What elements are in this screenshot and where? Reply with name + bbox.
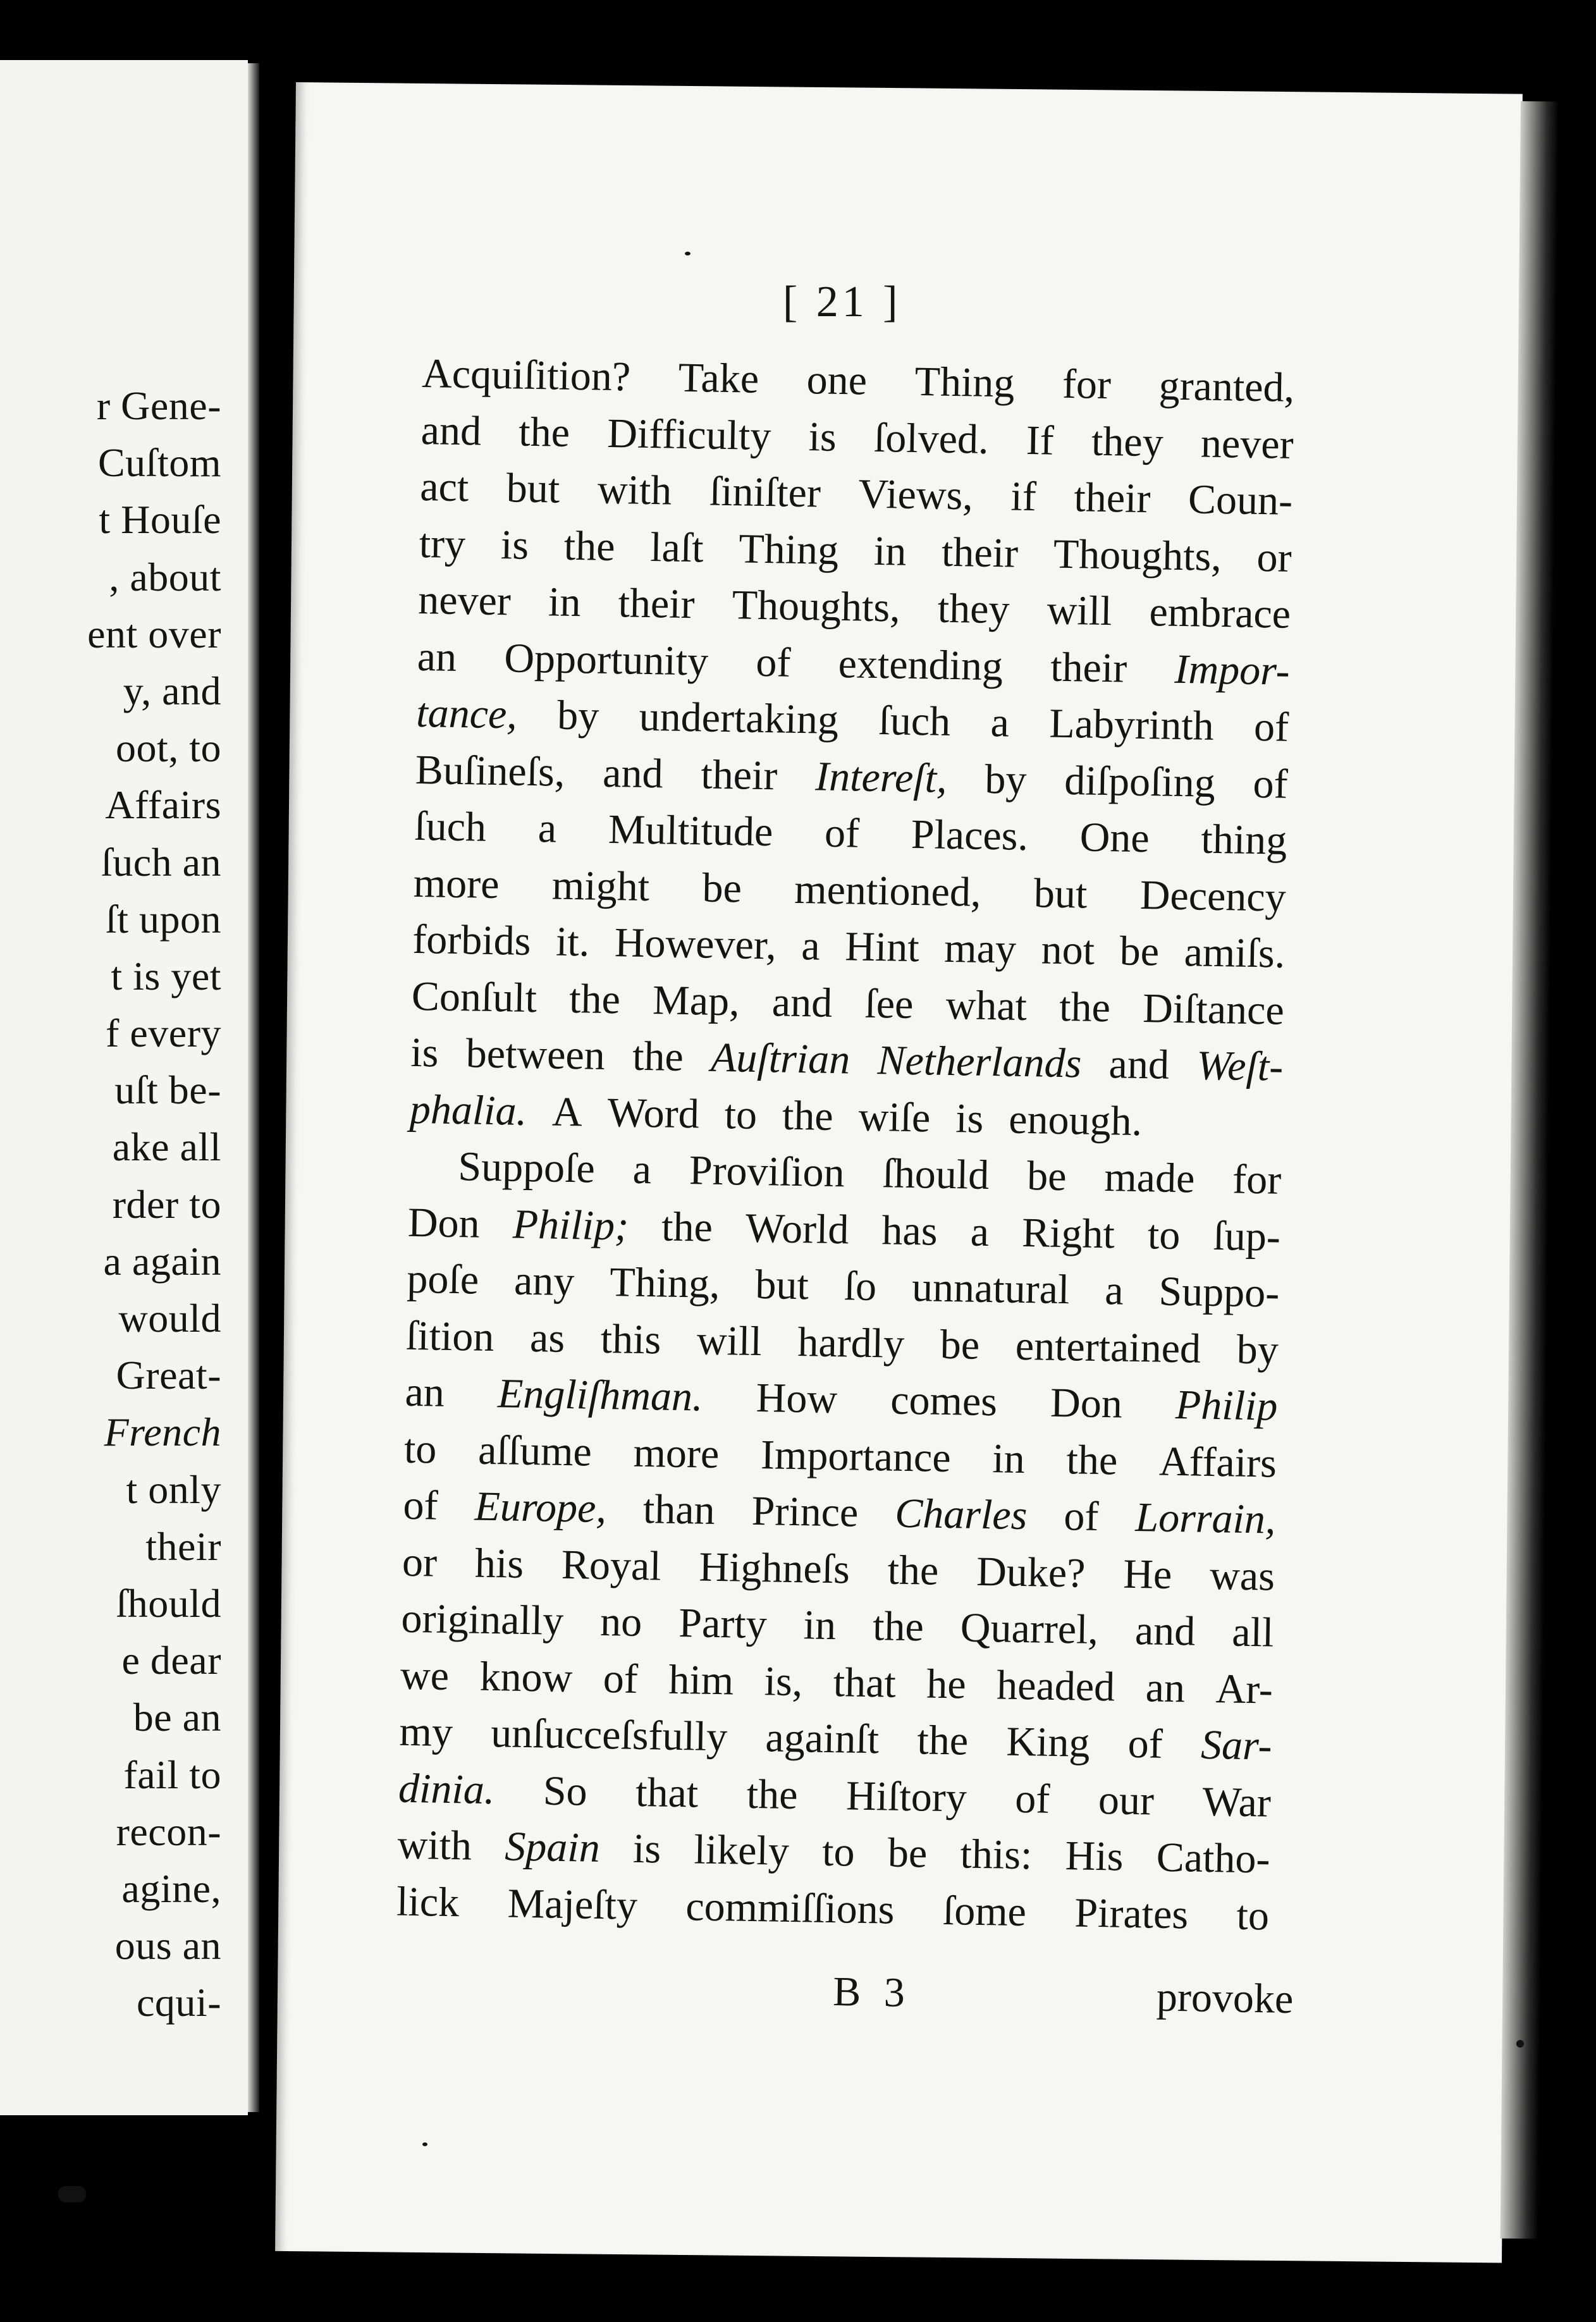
word: embrace [1149, 589, 1291, 637]
word: Thing, [609, 1259, 721, 1307]
word: between [465, 1030, 606, 1079]
word: and [420, 407, 482, 455]
word: be [940, 1321, 980, 1368]
word: to [724, 1091, 758, 1138]
word: forbids [412, 916, 531, 964]
word: an [404, 1368, 445, 1416]
word: Diſtance [1142, 985, 1285, 1034]
word: for [1062, 360, 1112, 408]
word: try [419, 520, 466, 567]
word: Spain [504, 1823, 601, 1871]
left-line: ſt upon [105, 896, 221, 942]
left-line: t Houſe [99, 497, 221, 543]
word: the [782, 1092, 834, 1140]
word: of [603, 1655, 639, 1702]
word: hardly [797, 1318, 905, 1367]
word: if [1010, 473, 1037, 520]
word: Hint [844, 923, 920, 971]
word: If [1026, 417, 1055, 464]
word: ſolved. [873, 414, 990, 463]
word: Hiſtory [845, 1772, 967, 1821]
catchword: provoke [1156, 1974, 1294, 2023]
word: has [881, 1207, 938, 1255]
word: in [803, 1602, 837, 1649]
word: originally [401, 1595, 564, 1644]
word: the [1059, 983, 1111, 1031]
word: diſpoſing [1064, 757, 1216, 806]
left-line: ous an [114, 1923, 221, 1969]
word: amiſs. [1184, 929, 1286, 977]
word: the [916, 1717, 969, 1764]
word: Party [678, 1600, 768, 1648]
word: laſt [649, 524, 704, 571]
word: However, [614, 919, 777, 969]
word: mentioned, [794, 866, 982, 916]
word: Thoughts, [732, 582, 901, 631]
page-body-text [396, 345, 1294, 1944]
word: Thing [738, 525, 839, 574]
word: againſt [764, 1714, 880, 1763]
word: my [399, 1708, 453, 1756]
ink-blot [58, 2186, 86, 2202]
word: phalia. [409, 1086, 527, 1134]
page-number: [ 21 ] [783, 278, 902, 326]
word: His [1065, 1833, 1124, 1880]
word: Auſtrian [710, 1034, 850, 1083]
word: is [410, 1029, 439, 1076]
word: the [661, 1203, 713, 1251]
left-line: ake all [112, 1124, 221, 1170]
word: with [597, 466, 672, 514]
word: unnatural [911, 1264, 1070, 1313]
word: in [873, 527, 907, 575]
word: act [419, 463, 469, 511]
word: Difficulty [606, 410, 771, 459]
word: the [632, 1033, 684, 1080]
word: poſe [406, 1255, 479, 1303]
word: of [1127, 1720, 1163, 1767]
word: ſup- [1212, 1212, 1281, 1260]
book-gutter [248, 63, 259, 2112]
word: as [529, 1314, 565, 1361]
word: Intereſt, [814, 752, 948, 802]
word: any [513, 1257, 575, 1305]
word: Buſineſs, [415, 746, 565, 796]
left-line: t is yet [111, 953, 221, 998]
word: A [551, 1088, 583, 1135]
word: King [1005, 1718, 1091, 1766]
word: by [1236, 1326, 1279, 1373]
word: Don [1050, 1379, 1123, 1427]
word: ſition [405, 1312, 494, 1360]
word: by [984, 756, 1028, 803]
word: ſuch [878, 697, 951, 745]
word: his [474, 1540, 524, 1587]
left-line: French [104, 1410, 221, 1455]
word: Take [678, 354, 759, 402]
word: Right [1021, 1209, 1115, 1257]
word: Charles [894, 1490, 1028, 1539]
word: may [943, 924, 1017, 973]
word: comes [890, 1377, 998, 1425]
left-line: their [145, 1523, 221, 1569]
word: Royal [561, 1541, 662, 1590]
word: we [400, 1652, 450, 1699]
word: Affairs [1158, 1438, 1277, 1487]
word: Thing [914, 358, 1015, 407]
word: Weſt- [1196, 1042, 1284, 1090]
word: Don [407, 1199, 481, 1247]
word: this: [960, 1831, 1033, 1879]
word: is [955, 1095, 984, 1142]
word: Suppo- [1158, 1268, 1280, 1317]
word: ſee [864, 980, 914, 1028]
word: made [1103, 1154, 1195, 1202]
word: Impor- [1174, 646, 1291, 694]
word: in [991, 1435, 1026, 1482]
word: of [755, 639, 792, 686]
left-line: , about [109, 554, 221, 599]
word: ſo [844, 1263, 877, 1310]
word: Conſult [411, 973, 537, 1021]
word: ſuch [414, 802, 487, 851]
word: but [754, 1261, 809, 1309]
word: and [1108, 1041, 1170, 1088]
left-line: recon- [116, 1809, 221, 1854]
word: Catho- [1156, 1834, 1271, 1883]
word: Pirates [1074, 1889, 1189, 1938]
word: to [1236, 1892, 1270, 1939]
word: a [632, 1146, 652, 1193]
word: him [668, 1656, 734, 1704]
word: a [990, 699, 1010, 746]
left-line: ſuch an [101, 839, 221, 885]
left-line: fail to [123, 1752, 221, 1797]
word: never [1200, 419, 1294, 468]
word: dinia. [398, 1765, 495, 1813]
word: Netherlands [877, 1037, 1082, 1087]
word: the [518, 408, 570, 456]
word: Sar- [1200, 1721, 1273, 1769]
left-line: cqui- [137, 1980, 221, 2025]
word: a [801, 923, 821, 969]
word: Coun- [1188, 476, 1293, 524]
word: Europe, [474, 1483, 607, 1532]
word: commiſſions [685, 1883, 895, 1933]
left-line: f every [106, 1010, 221, 1056]
word: the [563, 522, 616, 570]
left-line: Great- [116, 1353, 221, 1398]
word: Quarrel, [960, 1604, 1099, 1653]
page-footer [832, 1968, 1294, 2039]
word: Proviſion [689, 1147, 845, 1196]
word: Word [607, 1089, 700, 1137]
word: Acquiſition? [421, 350, 631, 400]
word: the [1066, 1436, 1118, 1484]
word: enough. [1008, 1096, 1143, 1145]
word: for [1232, 1156, 1282, 1203]
word: it. [555, 918, 590, 966]
word: all [1231, 1609, 1274, 1656]
word: their [618, 580, 696, 628]
word: How [756, 1374, 838, 1423]
word: Philip [1175, 1381, 1278, 1430]
word: of [1063, 1493, 1100, 1540]
word: likely [693, 1826, 790, 1874]
left-line: oot, to [115, 725, 221, 771]
left-page-text [87, 378, 221, 2031]
word: Multitude [608, 806, 773, 856]
word: was [1209, 1552, 1275, 1600]
word: Opportunity [503, 634, 709, 685]
word: the [568, 975, 621, 1023]
word: he [926, 1661, 967, 1708]
word: So [543, 1767, 588, 1815]
word: they [937, 585, 1010, 633]
word: their [1050, 644, 1127, 692]
ink-speck [685, 252, 691, 255]
ink-speck [1516, 2040, 1524, 2048]
word: Engliſhman. [497, 1370, 704, 1420]
word: know [479, 1653, 573, 1701]
word: extending [838, 640, 1004, 689]
word: to [1147, 1211, 1181, 1258]
word: Places. [911, 811, 1029, 859]
word: Decency [1139, 871, 1287, 921]
word: One [1079, 814, 1150, 862]
word: of [1253, 703, 1289, 751]
word: tance, [415, 689, 518, 738]
word: Importance [760, 1431, 952, 1481]
word: aſſume [477, 1427, 592, 1475]
word: be [1119, 928, 1160, 975]
left-line: agine, [121, 1865, 221, 1911]
left-facing-page [0, 60, 248, 2115]
left-line: rder to [112, 1181, 221, 1227]
word: but [506, 465, 560, 512]
left-line: Affairs [105, 782, 221, 828]
left-line: y, and [123, 668, 221, 713]
word: the [872, 1603, 924, 1650]
word: ſiniſter [709, 468, 821, 517]
left-line: t only [126, 1466, 221, 1512]
word: is, [764, 1657, 803, 1705]
word: more [413, 859, 500, 907]
left-line: r Gene- [96, 383, 221, 428]
word: thing [1200, 816, 1287, 864]
word: be [1026, 1153, 1067, 1200]
word: a [1104, 1267, 1124, 1314]
word: is [632, 1825, 661, 1872]
left-line: e dear [121, 1638, 221, 1683]
word: of [1014, 1775, 1050, 1822]
word: will [696, 1317, 763, 1365]
word: ſome [942, 1887, 1027, 1935]
word: a [537, 805, 557, 852]
word: or [1256, 534, 1292, 581]
word: never [417, 576, 512, 625]
word: of [1253, 760, 1289, 808]
left-line: would [118, 1296, 221, 1341]
word: our [1098, 1776, 1155, 1824]
word: with [397, 1821, 472, 1869]
word: granted, [1158, 362, 1295, 411]
word: be [701, 864, 742, 911]
left-line: ſhould [116, 1580, 221, 1626]
left-line: a again [103, 1238, 221, 1284]
word: wiſe [858, 1093, 931, 1141]
word: and [602, 749, 664, 797]
word: of [824, 809, 860, 857]
word: the [887, 1546, 939, 1594]
word: Duke? [976, 1548, 1086, 1597]
word: one [806, 357, 868, 404]
word: an [417, 633, 457, 680]
word: but [1033, 869, 1088, 918]
word: they [1091, 418, 1164, 465]
word: ſhould [881, 1150, 990, 1199]
word: their [941, 529, 1019, 577]
word: in [548, 579, 582, 626]
word: Map, [652, 976, 740, 1024]
word: their [700, 751, 778, 799]
word: to [821, 1828, 856, 1876]
word: than [642, 1486, 716, 1533]
word: by [556, 692, 599, 739]
word: Philip; [512, 1201, 629, 1250]
word: a [970, 1208, 990, 1255]
word: that [833, 1659, 897, 1707]
left-line: uſt be- [114, 1067, 221, 1113]
word: the [746, 1771, 799, 1818]
word: their [1073, 474, 1151, 522]
word: World [745, 1205, 849, 1253]
word: Views, [858, 470, 974, 519]
word: Thoughts, [1053, 531, 1222, 580]
word: unſucceſsfully [490, 1710, 728, 1760]
word: Ar- [1215, 1665, 1274, 1713]
word: what [945, 981, 1028, 1029]
word: or [402, 1539, 438, 1586]
word: of [402, 1482, 439, 1529]
left-line: ent over [87, 611, 221, 656]
word: this [600, 1315, 661, 1363]
ink-speck [422, 2142, 427, 2146]
word: and [1134, 1607, 1196, 1655]
word: undertaking [639, 693, 839, 743]
word: Prince [751, 1487, 859, 1536]
left-line: Cuſtom [97, 440, 221, 486]
word: Suppoſe [457, 1143, 596, 1192]
word: be [887, 1829, 928, 1877]
word: is [808, 413, 837, 460]
word: headed [996, 1661, 1115, 1710]
left-line: be an [133, 1695, 221, 1740]
word: an [1145, 1664, 1186, 1711]
word: not [1041, 926, 1095, 974]
word: and [771, 978, 833, 1026]
word: will [1047, 587, 1112, 635]
word: lick [396, 1878, 460, 1926]
word: War [1202, 1778, 1272, 1826]
word: is [500, 521, 529, 568]
word: might [551, 862, 650, 910]
word: no [599, 1598, 642, 1646]
word: He [1122, 1551, 1172, 1598]
signature-mark: B 3 [832, 1968, 912, 2017]
word: Lorrain, [1134, 1494, 1276, 1543]
word: more [633, 1429, 720, 1477]
word: Majeſty [507, 1880, 638, 1929]
word: to [403, 1425, 438, 1473]
word: Highneſs [698, 1544, 850, 1592]
word: entertained [1015, 1322, 1201, 1372]
word: Labyrinth [1048, 700, 1215, 749]
word: that [635, 1769, 699, 1817]
